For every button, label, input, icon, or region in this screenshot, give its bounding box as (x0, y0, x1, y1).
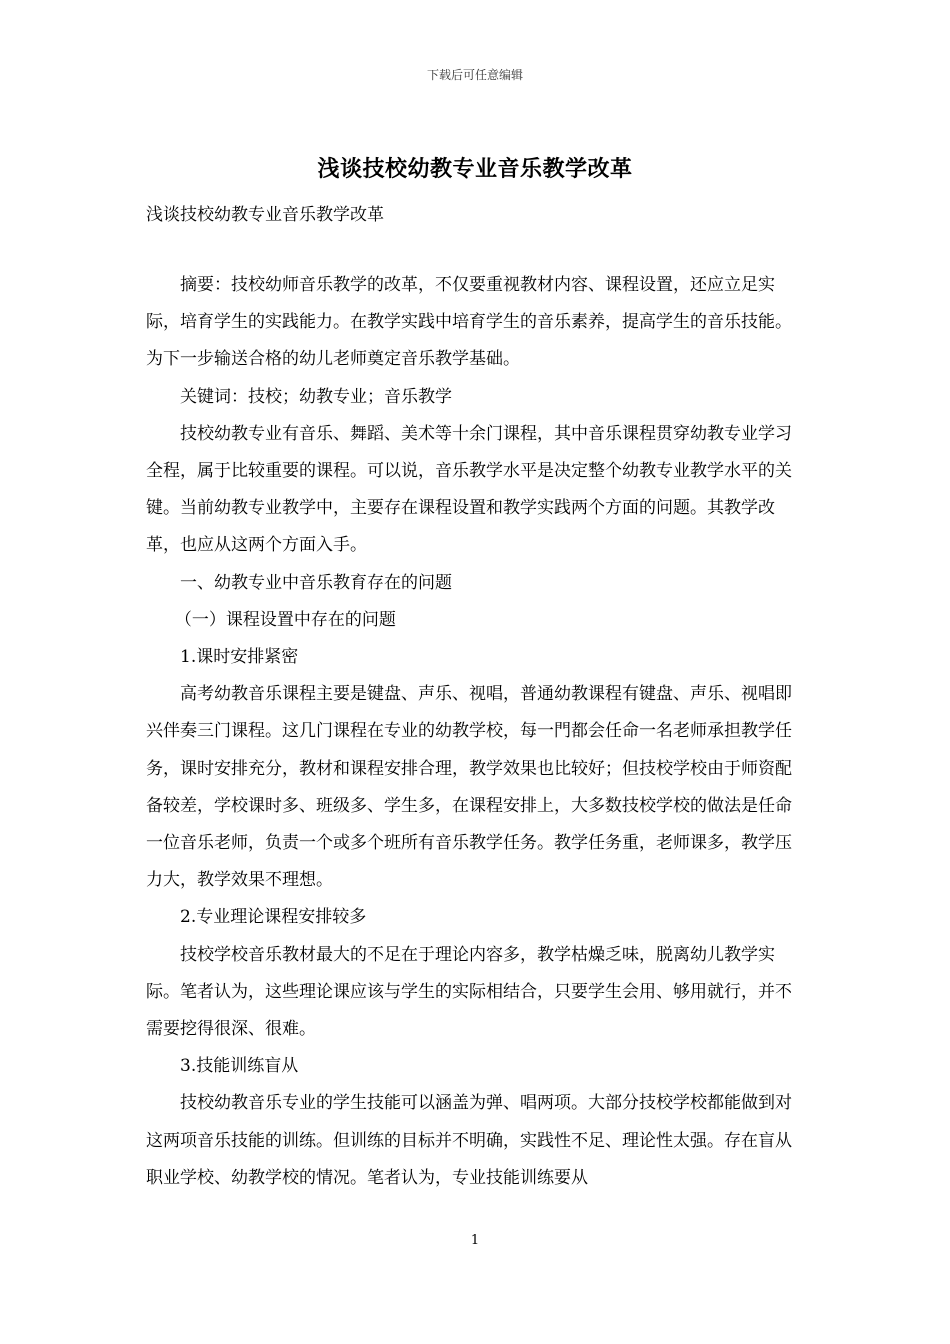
section-heading: 一、幼教专业中音乐教育存在的问题 (180, 572, 452, 593)
document-title: 浅谈技校幼教专业音乐教学改革 (317, 156, 633, 182)
keywords-paragraph: 关键词：技校；幼教专业；音乐教学 (180, 386, 452, 407)
item-heading-2: 2.专业理论课程安排较多 (180, 907, 367, 928)
item-body-2: 技校学校音乐教材最大的不足在于理论内容多，教学枯燥乏味，脱离幼儿教学实际。笔者认为，这些理论课应该与学生的实际相结合，只要学生会用、够用就行，并不需要挖得很深、很难。 (146, 944, 792, 1040)
intro-paragraph: 技校幼教专业有音乐、舞蹈、美术等十余门课程，其中音乐课程贯穿幼教专业学习全程，属于比较重要的课程。可以说，音乐教学水平是决定整个幼教专业教学水平的关键。当前幼教专业教学中，主要存在课程设置和教学实践两个方面的问题。其教学改革，也应从这两个方面入手。 (146, 423, 792, 556)
page-number: 1 (470, 1233, 480, 1248)
document-body (146, 267, 808, 1197)
item-body-1: 高考幼教音乐课程主要是键盘、声乐、视唱，普通幼教课程有键盘、声乐、视唱即兴伴奏三门课程。这几门课程在专业的幼教学校，每一門都会任命一名老师承担教学任务，课时安排充分，教材和课程安排合理，教学效果也比较好；但技校学校由于师资配备较差，学校课时多、班级多、学生多，在课程安排上，大多数技校学校的做法是任命一位音乐老师，负责一个或多个班所有音乐教学任务。教学任务重，老师课多，教学压力大，教学效果不理想。 (146, 684, 792, 891)
item-heading-3: 3.技能训练盲从 (180, 1056, 299, 1077)
item-body-3: 技校幼教音乐专业的学生技能可以涵盖为弹、唱两项。大部分技校学校都能做到对这两项音乐技能的训练。但训练的目标并不明确，实践性不足、理论性太强。存在盲从职业学校、幼教学校的情况。笔者认为，专业技能训练要从 (146, 1093, 792, 1188)
document-subtitle: 浅谈技校幼教专业音乐教学改革 (146, 205, 384, 225)
abstract-paragraph: 摘要：技校幼师音乐教学的改革，不仅要重视教材内容、课程设置，还应立足实际，培育学生的实践能力。在教学实践中培育学生的音乐素养，提高学生的音乐技能。为下一步输送合格的幼儿老师奠定音乐教学基础。 (146, 275, 792, 370)
subsection-heading: （一）课程设置中存在的问题 (174, 609, 396, 630)
page-header: 下载后可任意编辑 (426, 68, 523, 82)
item-heading-1: 1.课时安排紧密 (180, 647, 299, 668)
